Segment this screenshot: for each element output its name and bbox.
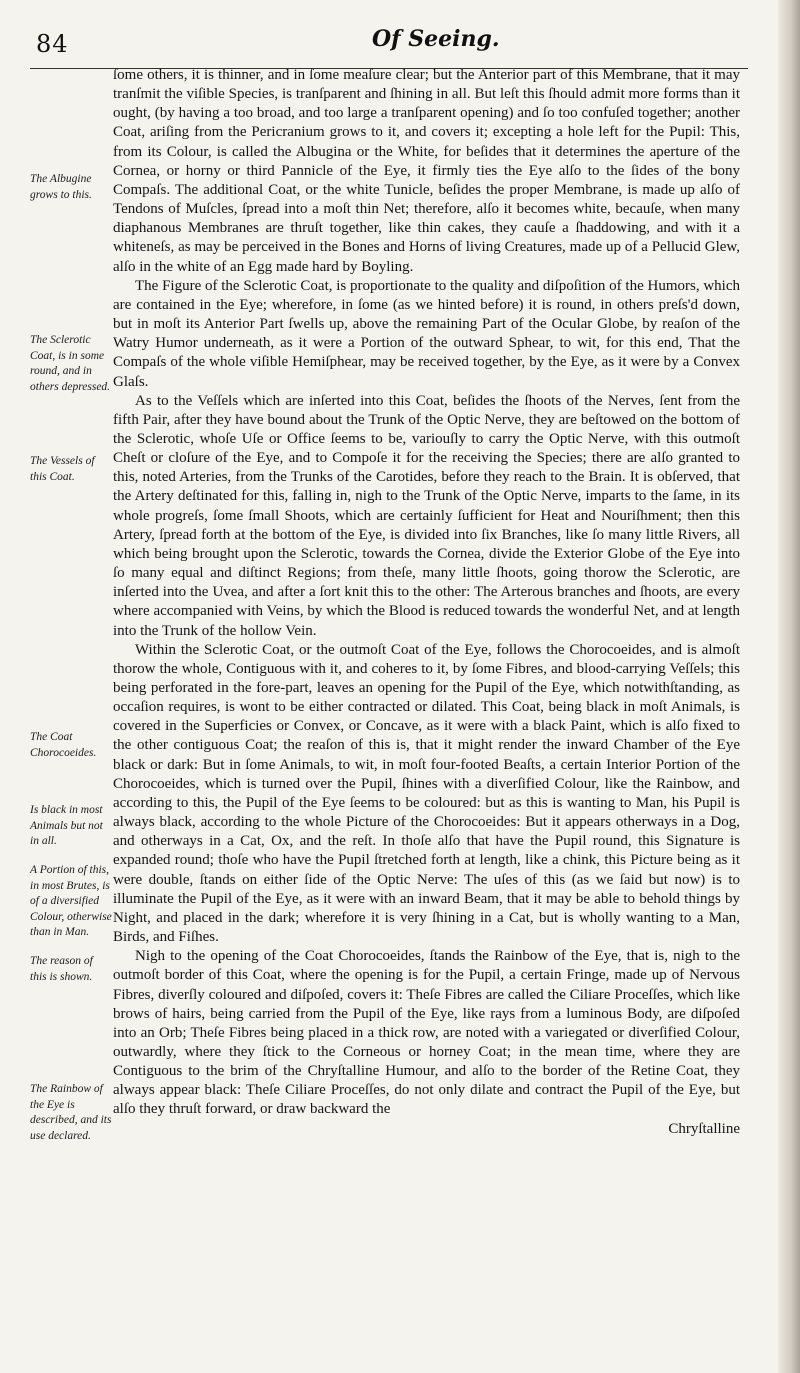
running-title: Of Seeing.	[372, 26, 500, 52]
paragraph: The Figure of the Sclerotic Coat, is proportionate to the quality and diſpoſition of the Humors, which are contained in the Eye; wherefore, in ſome (as we hinted before) it is round, in others preſs'd down, but in moſt its Anterior Part ſwells up, above the remaining Part of the Ocular Globe, by reaſon of the Watry Humor underneath, as it were a Portion of the outward Sphear, to wit, for this end, That the Compaſs of the whole viſible Hemiſphear, may be received together, by the Eye, as it were by a Convex Glaſs.	[113, 277, 740, 390]
page-header	[0, 20, 780, 66]
margin-note: The Albugine grows to this.	[30, 173, 92, 201]
margin-note: The reason of this is shown.	[30, 955, 93, 983]
margin-note: A Portion of this, in most Brutes, is of a diversified Colour, otherwise than in Man.	[30, 864, 112, 938]
main-text	[113, 66, 740, 1139]
paragraph: As to the Veſſels which are inſerted into this Coat, beſides the ſhoots of the Nerves, ſent from the fifth Pair, after they have bound about the Trunk of the Optic Nerve, they are beſtowed on the bottom of the Sclerotic, whoſe Uſe or Office ſeems to be, variouſly to carry the Optic Nerve, with this outmoſt Cheſt or cloſure of the Eye, and to Compoſe it for the receiving the Species; there are alſo granted to this, noted Arteries, from the Trunks of the Carotides, before they reach to the Brain. It is obſerved, that the Artery deſtinated for this, falling in, nigh to the Trunk of the Optic Nerve, imparts to the ſame, in its whole progreſs, ſome ſmall Shoots, which are certainly ſufficient for Heat and Nouriſhment; then this Artery, ſpread forth at the bottom of the Eye, is divided into ſix Branches, like ſo many little Rivers, all which being brought upon the Sclerotic, towards the Cornea, divide the Exterior Globe of the Eye into ſo many equal and diſtinct Regions; from theſe, many little ſhoots, going thorow the Sclerotic, are inſerted into the Uvea, and after a ſort knit this to the other: The Arterous branches and ſhoots, are every where accompanied with Veins, by which the Blood is reduced towards the wonderful Net, and at length into the Trunk of the hollow Vein.	[113, 392, 740, 639]
catchword: Chryſtalline	[668, 1120, 740, 1137]
paragraph: Within the Sclerotic Coat, or the outmoſt Coat of the Eye, follows the Chorocoeides, and is almoſt thorow the whole, Contiguous with it, and coheres to it, by ſome Fibres, and blood-carrying Veſſels; this being perforated in the fore-part, leaves an opening for the Pupil of the Eye, which notwithſtanding, as occaſion requires, is wont to be either contracted or dilated. This Coat, being black in moſt Animals, is covered in the Superficies or Convex, or Concave, as it were with a black Paint, which is alſo fixed to the other contiguous Coat; the reaſon of this is, that it might render the inward Chamber of the Eye black or dark: But in ſome Animals, to wit, in moſt four-footed Beaſts, a certain Interior Portion of the Chorocoeides, which is turned over the Pupil, ſhines with a diverſified Colour, like the Rainbow, and according to this, the Pupil of the Eye ſeems to be coloured: but as this is wanting to Man, his Pupil is always black, according to the whole Picture of the Chorocoeides: But it appears otherways in a Dog, and otherways in a Cat, Ox, and the reſt. In thoſe alſo that have the Pupil round, this Signature is expanded round; thoſe who have the Pupil ſtretched forth at length, like a chink, this Picture being as it were double, ſtands on either ſide of the Optic Nerve: The uſes of this (as we ſaid but now) is to illuminate the Pupil of the Eye, as it were with an inward Beam, that it may be able to behold things by Night, and placed in the dark; wherefore it is very ſhining in a Cat, but is wholly wanting to a Man, Birds, and Fiſhes.	[113, 641, 740, 946]
margin-note: Is black in most Animals but not in all.	[30, 804, 103, 847]
margin-note: The Coat Chorocoeides.	[30, 731, 97, 759]
margin-note: The Sclerotic Coat, is in some round, and in others depressed.	[30, 334, 111, 393]
page-number: 84	[36, 30, 69, 58]
paragraph: ſome others, it is thinner, and in ſome meaſure clear; but the Anterior part of this Membrane, that it may tranſmit the viſible Species, is tranſparent and ſhining in all. But leſt this ſhould admit more forms than it ought, (by having a too broad, and too large a tranſparent opening) and ſo too confuſed together; another Coat, ariſing from the Pericranium grows to it, and covers it; excepting a hole left for the Pupil: This, from its Colour, is called the Albugina or the White, for beſides that it determines the aperture of the Cornea, or horny or third Pannicle of the Eye, it firmly ties the Eye alſo to the ſides of the bony Compaſs. The additional Coat, or the white Tunicle, beſides the proper Membrane, is made up alſo of Tendons of Muſcles, ſpread into a moſt thin Net; therefore, alſo it becomes white, becauſe, when many diaphanous Membranes are thruſt together, like thin cakes, they cauſe a ſhaddowing, and with it a whiteneſs, as may be perceived in the Bones and Horns of living Creatures, made up of a Pellucid Glew, alſo in the white of an Egg made hard by Boyling.	[113, 67, 740, 275]
margin-note: The Rainbow of the Eye is described, and its use declared.	[30, 1083, 112, 1142]
margin-note: The Vessels of this Coat.	[30, 455, 95, 483]
page-edge-shadow	[778, 0, 800, 1373]
paragraph: Nigh to the opening of the Coat Chorocoeides, ſtands the Rainbow of the Eye, that is, nigh to the outmoſt border of this Coat, where the opening is for the Pupil, a certain Fringe, made up of Nervous Fibres, diverſly coloured and diſpoſed, covers it: Theſe Fibres are called the Ciliare Proceſſes, which like brows of hairs, being carried from the Pupil of the Eye, like rays from a luminous Body, are diſpoſed into an Orb; Theſe Fibres being placed in a thick row, are noted with a variegated or diverſified Colour, outwardly, where they ſtick to the Corneous or horney Coat; in the mean time, where they are Contiguous to the brim of the Chryſtalline Humour, and alſo to the border of the Retine Coat, they always appear black: Theſe Ciliare Proceſſes, do not only dilate and contract the Pupil of the Eye, but alſo they thruſt forward, or draw backward the	[113, 948, 740, 1118]
